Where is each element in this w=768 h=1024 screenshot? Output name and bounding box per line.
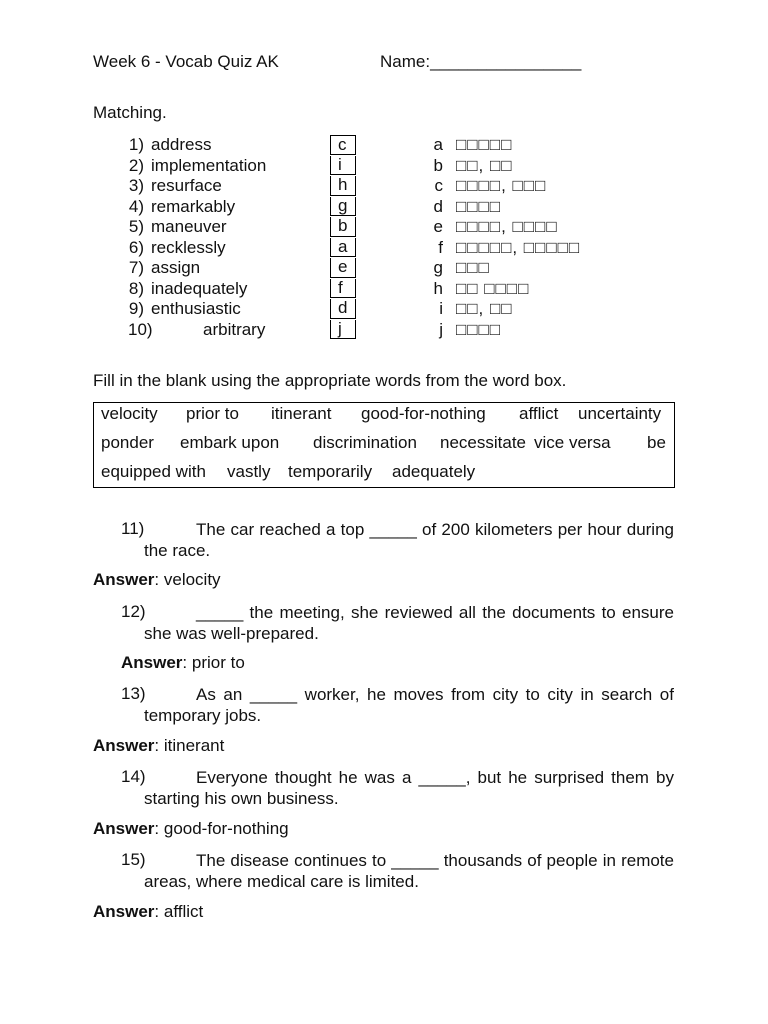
- answer-label: Answer: [93, 819, 155, 838]
- definition-letter: j: [439, 319, 443, 339]
- definition-letter: c: [434, 176, 443, 195]
- vocab-term: recklessly: [151, 237, 226, 257]
- answer-value: : itinerant: [154, 736, 225, 755]
- matching-row: [0, 258, 768, 279]
- item-number: 7): [128, 258, 144, 277]
- answer-line: [93, 736, 224, 756]
- word-box-word: adequately: [392, 462, 476, 481]
- word-box-word: equipped with: [101, 462, 206, 481]
- definition-letter: d: [433, 196, 443, 216]
- item-number: 4): [128, 196, 144, 216]
- matching-row: [0, 217, 768, 238]
- answer-line: [121, 653, 245, 673]
- answer-label: Answer: [93, 736, 155, 755]
- answer-box: a: [330, 238, 356, 258]
- word-box-word: discrimination: [313, 433, 417, 452]
- answer-box: c: [330, 135, 356, 155]
- word-box-word: velocity: [101, 404, 158, 423]
- word-box-word: itinerant: [271, 404, 332, 423]
- answer-label: Answer: [93, 570, 155, 589]
- word-box-word: embark upon: [180, 433, 280, 452]
- answer-box: f: [330, 279, 356, 299]
- definition-letter: b: [433, 155, 443, 175]
- definition-letter: a: [433, 135, 443, 154]
- answer-value: : good-for-nothing: [154, 819, 289, 838]
- definition-text: □□□□: [456, 196, 502, 216]
- vocab-term: enthusiastic: [151, 299, 241, 318]
- question-number: 12): [121, 602, 146, 621]
- definition-text: □□□□, □□□: [456, 176, 547, 195]
- item-number: 1): [128, 135, 144, 154]
- definition-letter: f: [438, 237, 443, 257]
- definition-letter: e: [433, 217, 443, 236]
- definition-text: □□, □□: [456, 155, 513, 175]
- matching-row: [0, 238, 768, 259]
- question-number: 14): [121, 767, 146, 786]
- question-number: 13): [121, 684, 146, 703]
- word-box: [93, 402, 675, 488]
- vocab-term: remarkably: [151, 196, 236, 216]
- definition-text: □□, □□: [456, 299, 513, 318]
- vocab-term: implementation: [151, 155, 267, 175]
- answer-box: j: [330, 320, 356, 340]
- vocab-term: assign: [151, 258, 201, 277]
- answer-box: b: [330, 217, 356, 237]
- question-text: The car reached a top _____ of 200 kilometers per hour during the race.: [144, 520, 674, 560]
- item-number: 9): [128, 299, 144, 318]
- answer-box: i: [330, 156, 356, 176]
- vocab-term: arbitrary: [203, 319, 266, 339]
- item-number: 6): [128, 237, 144, 257]
- word-box-word: be: [647, 433, 666, 452]
- word-box-word: prior to: [186, 404, 239, 423]
- matching-row: [0, 135, 768, 156]
- question-text: Everyone thought he was a _____, but he surprised them by starting his own business.: [144, 768, 674, 808]
- word-box-word: necessitate: [440, 433, 526, 452]
- matching-row: [0, 299, 768, 320]
- definition-text: □□□□, □□□□: [456, 217, 558, 236]
- answer-line: [93, 819, 289, 839]
- matching-row: [0, 176, 768, 197]
- item-number: 3): [128, 176, 144, 195]
- answer-line: [93, 902, 203, 922]
- answer-line: [93, 570, 221, 590]
- definition-text: □□□□□, □□□□□: [456, 237, 581, 257]
- matching-row: [0, 197, 768, 218]
- answer-value: : afflict: [154, 902, 204, 921]
- question-number: 15): [121, 850, 146, 869]
- matching-heading: Matching.: [93, 103, 167, 122]
- word-box-word: vastly: [227, 462, 271, 481]
- item-number: 5): [128, 217, 144, 236]
- answer-box: e: [330, 258, 356, 278]
- definition-text: □□□□: [456, 319, 502, 339]
- word-box-word: uncertainty: [578, 404, 662, 423]
- definition-letter: i: [439, 299, 443, 318]
- item-number: 8): [128, 278, 144, 298]
- word-box-word: afflict: [519, 404, 559, 423]
- question-text: The disease continues to _____ thousands of people in remote areas, where medical care is limited.: [144, 851, 674, 891]
- item-number: 2): [128, 155, 144, 175]
- question-text: _____ the meeting, she reviewed all the documents to ensure she was well-prepared.: [144, 603, 674, 643]
- answer-value: : velocity: [154, 570, 221, 589]
- matching-row: [0, 320, 768, 341]
- matching-row: [0, 279, 768, 300]
- name-field-label: Name:________________: [380, 52, 582, 71]
- word-box-word: vice versa: [534, 433, 611, 452]
- item-number: 10): [128, 319, 153, 339]
- word-box-word: ponder: [101, 433, 154, 452]
- definition-text: □□ □□□□: [456, 278, 530, 298]
- vocab-term: resurface: [151, 176, 222, 195]
- question-number: 11): [121, 519, 145, 538]
- answer-value: : prior to: [182, 653, 245, 672]
- answer-box: g: [330, 197, 356, 217]
- answer-label: Answer: [93, 902, 155, 921]
- word-box-word: good-for-nothing: [361, 404, 486, 423]
- fill-in-instructions: Fill in the blank using the appropriate words from the word box.: [93, 371, 567, 390]
- definition-text: □□□: [456, 258, 490, 277]
- definition-text: □□□□□: [456, 135, 513, 154]
- answer-box: h: [330, 176, 356, 196]
- answer-label: Answer: [121, 653, 183, 672]
- quiz-title: Week 6 - Vocab Quiz AK: [93, 52, 279, 71]
- vocab-term: inadequately: [151, 278, 248, 298]
- answer-box: d: [330, 299, 356, 319]
- vocab-term: address: [151, 135, 212, 154]
- definition-letter: h: [433, 278, 443, 298]
- word-box-word: temporarily: [288, 462, 373, 481]
- definition-letter: g: [433, 258, 443, 277]
- question-text: As an _____ worker, he moves from city to city in search of temporary jobs.: [144, 685, 674, 725]
- vocab-term: maneuver: [151, 217, 227, 236]
- matching-row: [0, 156, 768, 177]
